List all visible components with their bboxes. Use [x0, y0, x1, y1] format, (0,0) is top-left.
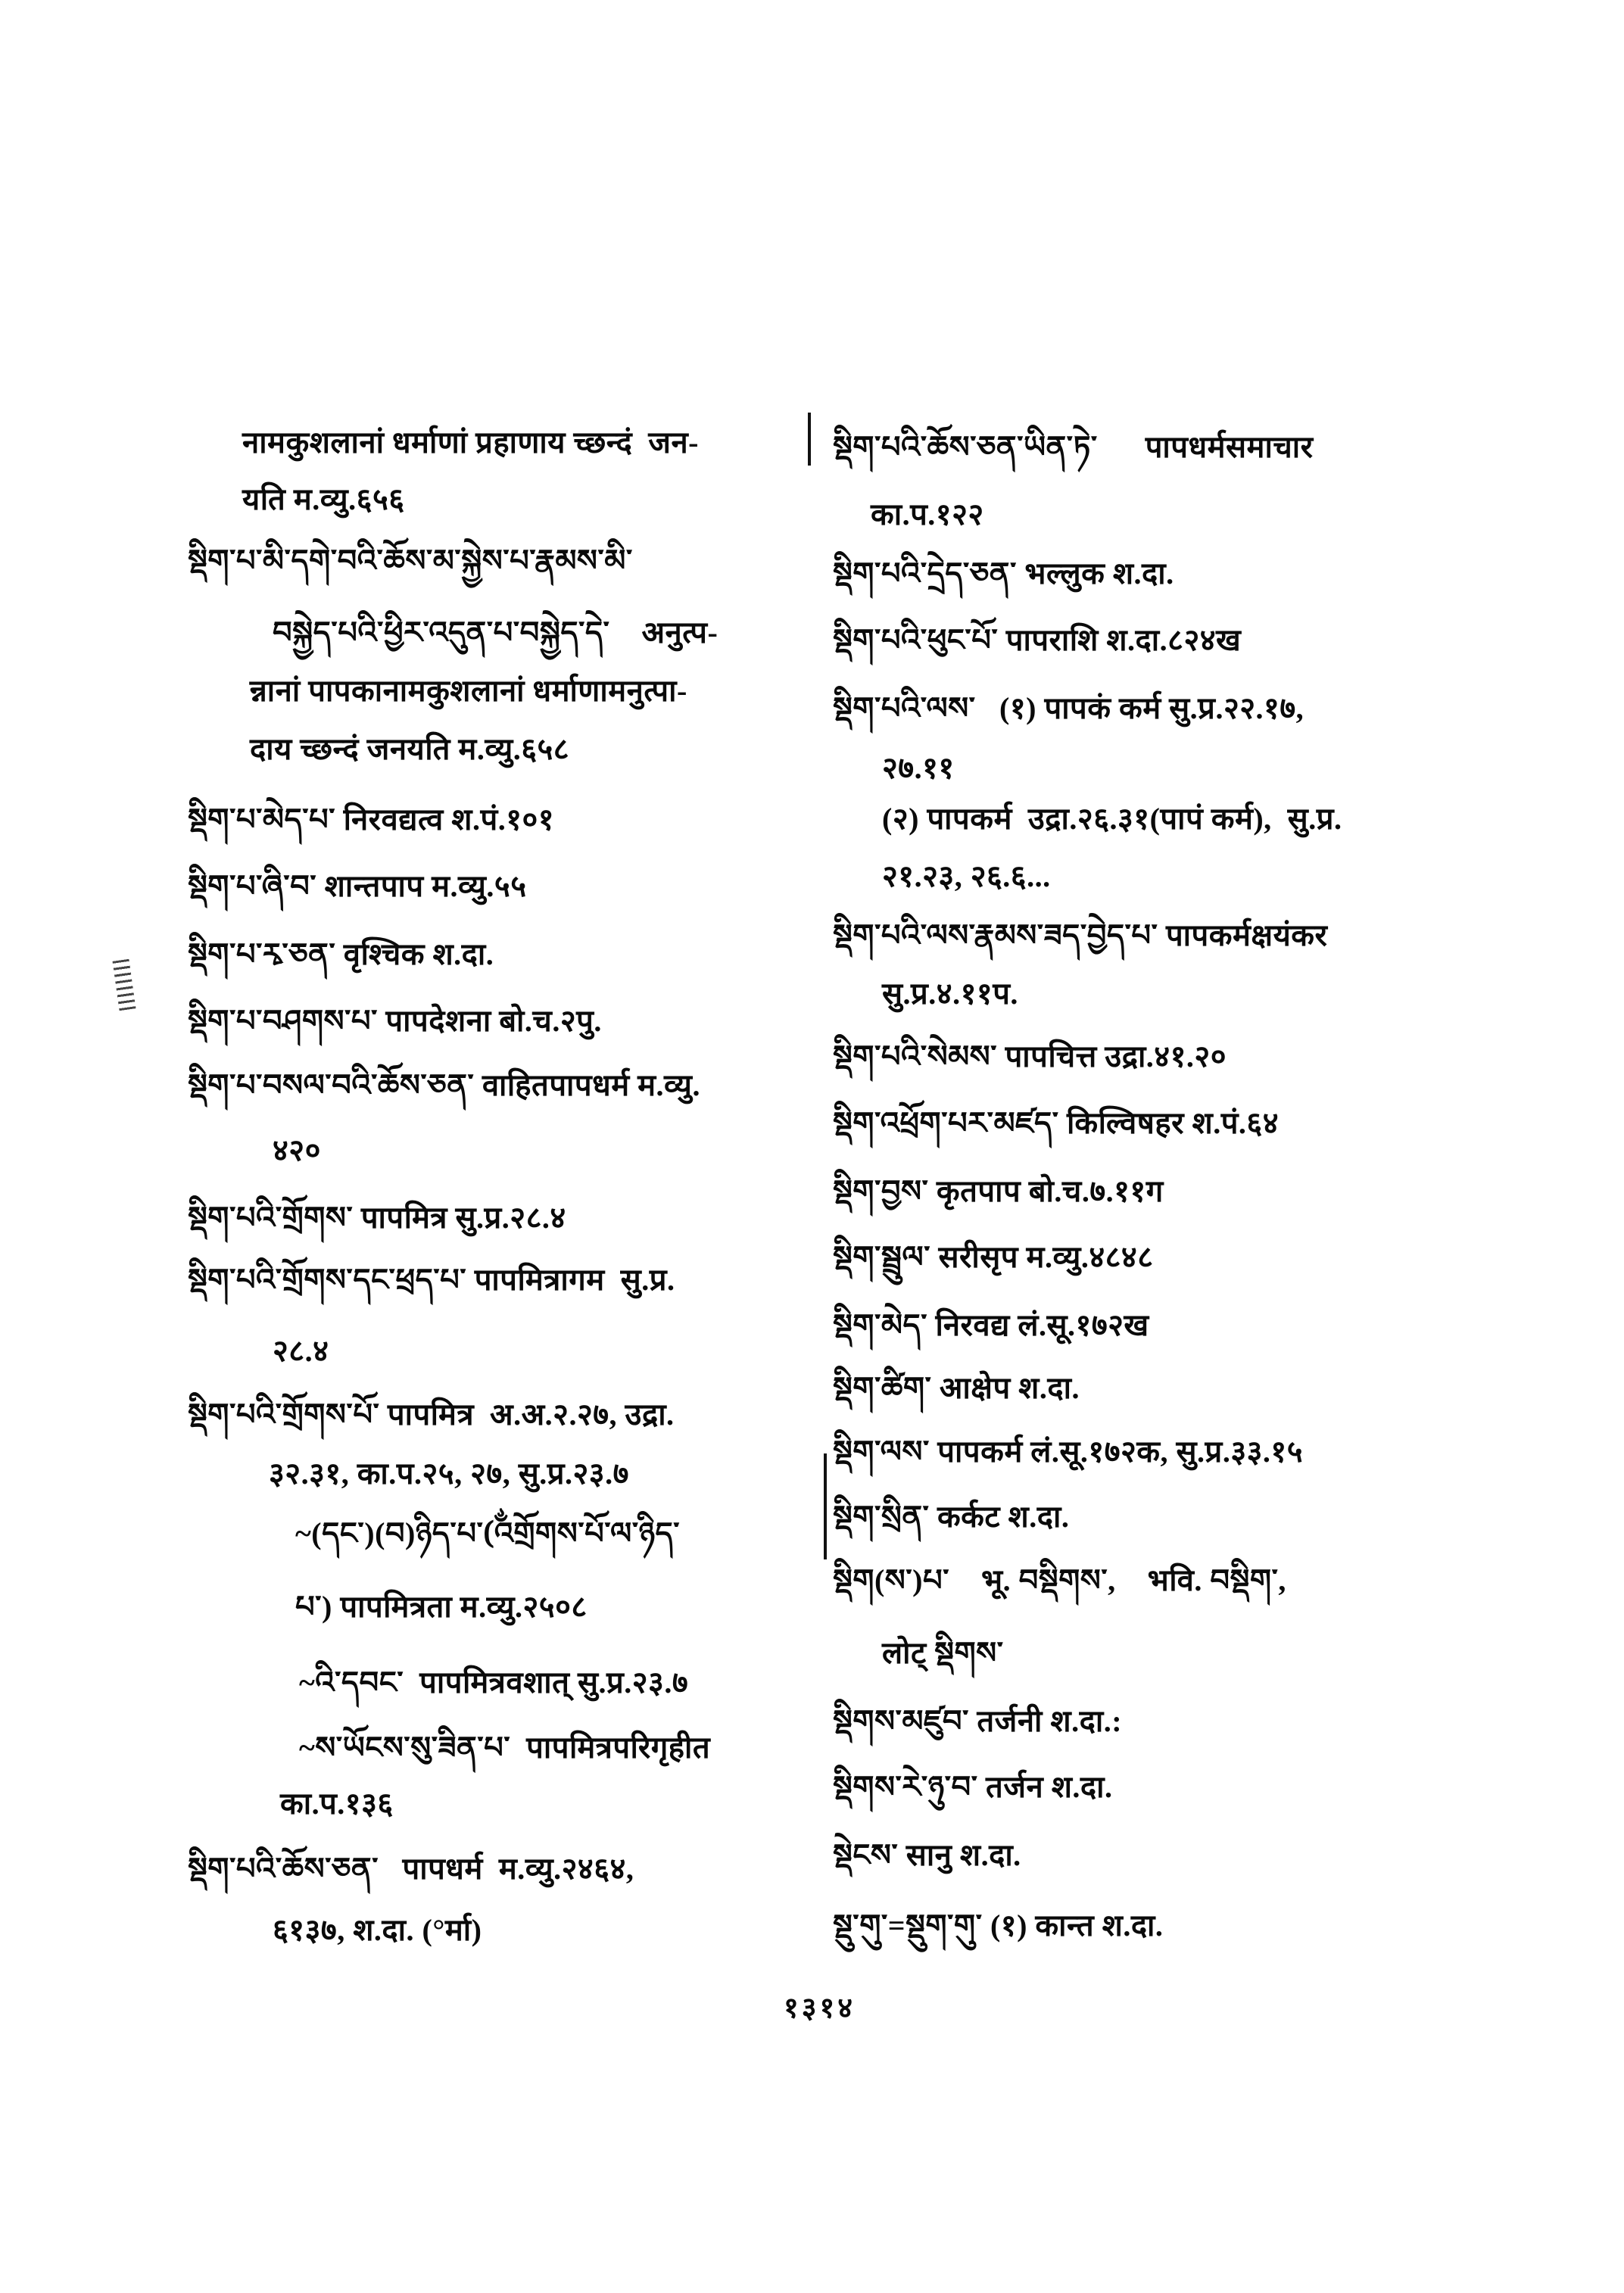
- entry-headword-line: སྡིག་མེད་ निरवद्य लं.सू.१७२ख: [833, 1308, 1149, 1342]
- entry-headword-line: སྡིག་ཚིག་ आक्षेप श.दा.: [833, 1371, 1080, 1405]
- entry-line: ६१३७, श.दा. (°र्मा): [273, 1913, 482, 1947]
- entry-line: का.प.१३६: [280, 1787, 394, 1821]
- entry-headword-line: སྡིག་པའི་གྲོགས་པོ་ पापमित्र अ.अ.२.२७, उद्रा.: [188, 1397, 675, 1432]
- entry-line: नामकुशलानां धर्माणां प्रहाणाय च्छन्दं जन-: [242, 425, 699, 460]
- entry-headword-line: སྡིགས་མཛུབ་ तर्जनी श.दा.:: [833, 1704, 1123, 1738]
- entry-headword-line: སྡིག་པའི་གྲོགས་དང་ཕྲད་པ་ पापमित्रागम सु.प्र.: [188, 1263, 675, 1297]
- entry-headword-line: སྡིག་པའི་ཕུང་པོ་ पापराशि श.दा.८२४ख: [833, 623, 1242, 657]
- entry-line: པ་) पापमित्रता म.व्यु.२५०८: [295, 1590, 588, 1624]
- entry-subentry-line: ~འི་དབང་ पापमित्रवशात् सु.प्र.२३.७: [299, 1665, 689, 1699]
- entry-headword-line: སྡིག་པ་མི་དགེ་བའི་ཆོས་མ་སྐྱེས་པ་རྣམས་མི་: [188, 544, 633, 578]
- entry-line: ३२.३१, का.प.२५, २७, सु.प्र.२३.७: [269, 1456, 629, 1491]
- entry-subentry-line: ~(དང་)(བ)ཉིད་པ་(ྂའགྲོགས་པོ་ལ་ཉིད་: [295, 1516, 681, 1550]
- entry-headword-line: སྡིགས་རེ་ཉུ་བ་ तर्जन श.दा.: [833, 1770, 1113, 1804]
- entry-headword-line: སྡིག་པའི་ལས་ (१) पापकं कर्म सु.प्र.२२.१७,: [833, 691, 1304, 725]
- entry-headword-line: སྡིག་པ་རྭ་ཅན་ वृश्चिक श.दा.: [188, 937, 494, 971]
- entry-headword-line: སྡིག་པའི་ཆོས་ཅན་ཡིན་ཏེ་ पापधर्मसमाचार: [833, 430, 1314, 464]
- entry-headword-line: སྡིག་པའི་ཆོས་ཅན་ पापधर्म म.व्यु.२४६४,: [188, 1852, 634, 1886]
- column-rule-artifact: [808, 413, 811, 466]
- entry-headword-line: སྡིག་པ་ཞི་བ་ शान्तपाप म.व्यु.५५: [188, 869, 527, 903]
- entry-headword-line: སྡིག་བྱས་ कृतपाप बो.च.७.११ग: [833, 1174, 1164, 1208]
- entry-headword-line: སྡིག་པའི་གྲོགས་ पापमित्र सु.प्र.२८.४: [188, 1201, 566, 1235]
- entry-headword-line: སྡིག་ལས་ पापकर्म लं.सू.१७२क, सु.प्र.३३.१५: [833, 1435, 1304, 1469]
- entry-headword-line: སྡིག་འཕྲོག་པར་མཛད་ किल्विषहर श.पं.६४: [833, 1106, 1280, 1140]
- entry-line: यति म.व्यु.६५६: [242, 482, 405, 516]
- entry-line: का.प.१२२: [871, 497, 984, 531]
- entry-headword-line: སྡིག་པའི་སེམས་ पापचित्त उद्रा.४१.२०: [833, 1039, 1227, 1073]
- entry-line: ४२०: [273, 1133, 321, 1167]
- column-rule-artifact: [824, 1453, 827, 1559]
- entry-headword-line: སྡེངས་ सानु श.दा.: [833, 1838, 1021, 1872]
- entry-subentry-line: ~ས་ཡོངས་སུ་ཟིན་པ་ पापमित्रपरिगृहीत: [299, 1731, 711, 1765]
- entry-headword-line: སྡིག(ས་)པ་ भू. བསྡིགས་, भवि. བསྡིག་,: [833, 1563, 1286, 1597]
- entry-line: सु.प्र.४.११प.: [882, 977, 1018, 1011]
- entry-headword-line: སྡིག་པའི་དྲེད་ཅན་ भल्लुक श.दा.: [833, 556, 1174, 590]
- entry-headword-line: སྡིག་པའི་ལས་རྣམས་ཟད་བྱེད་པ་ पापकर्मक्षयंकर: [833, 918, 1328, 952]
- page-number: १३१४: [784, 1992, 856, 2024]
- entry-headword-line: སྡིག་སྦྲུལ་ सरीसृप म.व्यु.४८४८: [833, 1240, 1154, 1274]
- entry-headword-line: སྡིག་སྲིན་ कर्कट श.दा.: [833, 1500, 1070, 1534]
- entry-headword-line: སྡུ་གུ་=སྡུག་གུ་ (१) कान्त श.दा.: [833, 1908, 1164, 1943]
- entry-line: लोट् སྡིགས་: [882, 1636, 1004, 1670]
- entry-line: २७.११: [882, 751, 955, 785]
- margin-smudge-artifact: [113, 959, 136, 1011]
- entry-line: न्नानां पापकानामकुशलानां धर्माणामनुत्पा-: [250, 674, 687, 708]
- entry-headword-line: སྡིག་པ་མེད་པ་ निरवद्यत्व श.पं.१०१: [188, 802, 555, 837]
- entry-line: བསྐྱེད་པའི་ཕྱིར་འདུན་པ་བསྐྱེད་དེ་ अनुत्प-: [273, 615, 718, 650]
- entry-line: २१.२३, २६.६...: [882, 859, 1051, 893]
- entry-headword-line: སྡིག་པ་བཤགས་པ་ पापदेशना बो.च.२पु.: [188, 1004, 602, 1038]
- entry-line: २८.४: [273, 1334, 329, 1368]
- entry-headword-line: སྡིག་པ་བསལ་བའི་ཆོས་ཅན་ वाहितपापधर्म म.व्यु.: [188, 1068, 700, 1102]
- entry-line: (२) पापकर्म उद्रा.२६.३१(पापं कर्म), सु.प्र.: [882, 802, 1342, 836]
- entry-line: दाय च्छन्दं जनयति म.व्यु.६५८: [250, 732, 570, 766]
